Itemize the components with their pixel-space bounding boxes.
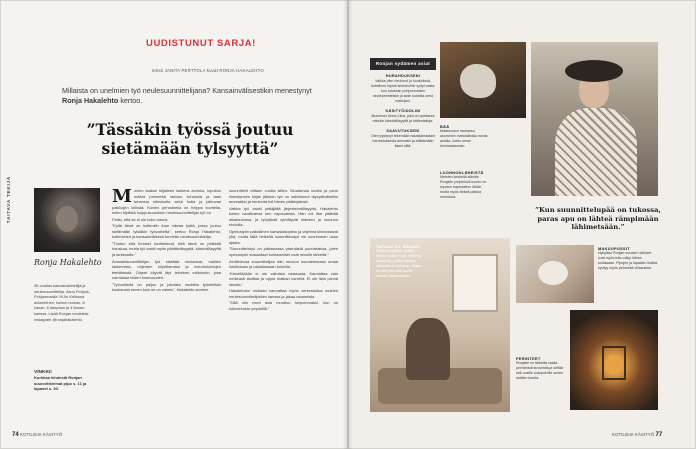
- portrait-face: [56, 206, 78, 232]
- lede-text: Millaista on unelmien työ neulesuunnittelijana? Kansainvälisestikin menestynyt: [62, 86, 312, 95]
- drop-cap: M: [112, 188, 132, 207]
- yarn-shape: [538, 261, 568, 285]
- caption-text: Omien projektien lisäksi neulon paljon myös ohjelmia tilaustöitä, joiden kanssa aikataulu on tiukempi. Silloin on tärkeää pitää huolta omasta jaksamisesta.: [376, 249, 422, 278]
- caption-heading: TAPAUS VS. RAAMIT: [376, 244, 421, 249]
- body-paragraph: Opetustyön paikallinen kansalaisopisto ja ohjelma kiinnostavat yhä, mutta tällä hetkellä suunnittelutyö vie suurimman osan ajasta.: [229, 228, 338, 245]
- sidebar-item: [370, 129, 436, 149]
- caption-traditions: [516, 356, 566, 381]
- sidebar-title: Ronjan sydämen asiat: [370, 58, 436, 70]
- sidebar-item-heading: HURAHDUKSENI: [385, 73, 421, 78]
- article-body: [112, 188, 338, 408]
- body-paragraph: ”Suunnittelutyö on pääasiassa yksinäistä puuhastelua, joten opetustyön sosiaaliset kohtaamiset ovat minulle tärkeitä.”: [229, 246, 338, 258]
- magazine-name: KOTILIESI KÄSITYÖ: [19, 432, 63, 437]
- body-paragraph: Aloittelevaa suunnittelijaa hän neuvoo kuuntelemaan omaa intuitiotaan ja uskaltamaan kokeilla.: [229, 258, 338, 270]
- article-headline: ”Tässäkin työssä joutuu sietämään tylsyyttä”: [86, 120, 294, 158]
- designer-outdoor-photo: [531, 42, 658, 196]
- article-lede: [62, 86, 312, 106]
- tip-body: Kurkkaa lehdestä Ronjan suunnittelemat pipo s. 11 ja lapaset s. 30.: [34, 375, 87, 392]
- sidebar-item-text: Vaikka olen neulonut jo kouluiässä, todellinen kipinä silmukoihin syttyi vasta, kun tutustuin pohjoismaisiin neuleperinteisiin ja aloin kokeilla omia mallejani.: [370, 78, 436, 103]
- page-folio-right: [612, 432, 662, 438]
- lantern-frame: [602, 346, 626, 380]
- body-paragraph: ”Sillä niin moni asia muuttuu helpommaksi, kun on tukiverkosto ympärillä.”: [229, 300, 338, 311]
- page-number: 74: [12, 432, 19, 438]
- magazine-name: KOTILIESI KÄSITYÖ: [612, 432, 655, 437]
- caption-text: Nykyään Ronjan suloiset nököset ovat myös tuttu näky hänen kodissaan. Pipojen ja lapasten lisäksi syntyy myös pehmeitä villasukkia.: [598, 251, 658, 270]
- tip-box: [34, 370, 94, 392]
- series-kicker: UUDISTUNUT SARJA!: [146, 38, 256, 49]
- body-column-1: [112, 188, 221, 408]
- article-credits: teksti JANITA PERTTOLA kuvat RONJA HAKALEHTO: [152, 68, 264, 73]
- body-paragraph: ”Kyllä tämä on kuitenkin ihan oikeaa työtä, jossa joutuu sietämään tylsiäkin työvaiheita”, kertoo Ronja Hakalehto, kotimainen ja kansainvälisesti tunnettu neulesuunnittelija.: [112, 223, 221, 240]
- section-label: TAITAVA TEKIJÄ: [6, 176, 11, 224]
- body-paragraph: suunnittelit viittaen vuotta sitten. Muutamaa vuotta ja parin ilmestyneen kirjan jälkeen työ on vakiintunut täyspäiväiseksi ammatiksi ja neulonta tuli hänen pääleipänsä.: [229, 188, 338, 205]
- designer-portrait: [34, 188, 100, 252]
- caption-sleeping-bags: [598, 246, 658, 271]
- caption-nature: [440, 170, 488, 200]
- sidebar-item-text: Mummoni Anna-Liisa, joka on opettanut minulle kärsivällisyyttä ja kädentaitoja.: [371, 113, 435, 123]
- caption-text: Metsien keskellä eläväle Ronjalle ympäröivä luonto on loputon inspiraation lähde, mutta myös tärkeä paikka rentoutua.: [440, 175, 487, 199]
- page-folio-left: [12, 432, 62, 438]
- window-shape: [452, 254, 498, 312]
- body-paragraph: Paitsi, että se ei ole koko totuus.: [112, 216, 169, 222]
- caption-room: [376, 244, 424, 279]
- sidebar-item: [370, 74, 436, 104]
- knitting-hands-photo: [516, 245, 594, 303]
- caption-heading: BÄÄ: [440, 124, 450, 129]
- sidebar-item-heading: KÄSITYÖIDOLINI: [385, 108, 421, 113]
- sheep-shape: [460, 64, 496, 98]
- body-paragraph: ”Kenelläkään ei ole valmista vastausta. Kannattaa vain rohkeasti aloittaa ja oppia matkan varrella. Ei ole liian pieniä ideoita.”: [229, 270, 338, 287]
- lede-end: kertoo.: [118, 96, 143, 105]
- body-paragraph: Vaikka työ vaatii yrittäjältä järjestelmällisyyttä, Hakalehto kokee nauttivansa sen vapaudesta. Hän voi itse päättää aikataulunsa, ja työpäivät rytmittyvät eläinten ja luonnon ehdoilla.: [229, 205, 338, 228]
- pull-quote: ”Kun suunnittelupää on tukossa, paras apu on lähteä rämpimään lähimetsään.”: [535, 206, 661, 232]
- spread-gutter: [343, 0, 353, 449]
- body-paragraph: Hakalehdon mukaan kannattaa myös verkostoitua muiden neulesuunnittelijoiden kanssa ja jakaa osaamista.: [229, 288, 338, 299]
- lantern-photo: [570, 310, 658, 410]
- sidebar-item: [370, 109, 436, 124]
- designer-signature: Ronja Hakalehto: [34, 258, 102, 267]
- sidebar-item-text: Olen pystynyt tekemään rakastamastani harrastuksesta ammatin ja elättämään itseni sillä.: [371, 133, 435, 148]
- lede-name: Ronja Hakalehto: [62, 96, 119, 105]
- sidebar-box: [370, 58, 436, 154]
- person-shape: [406, 318, 450, 380]
- body-paragraph: ”Tuntuu että ihmiset kuvittelevat, että tämä on pelkkää hauskaa, mutta työ vaatii myös päättäväisyyttä, kärsivällisyyttä ja tarkkuutta.”: [112, 240, 221, 258]
- caption-heading: LUONNONLÄHEISTÄ: [440, 170, 484, 175]
- body-paragraph: ”Työvaiheita on paljon ja jokaista neuletta työstetään kuukausia ennen kuin se on valmis”, Hakalehto arvelee.: [112, 281, 221, 293]
- caption-heading: MAKUUPUSSIT: [598, 246, 630, 251]
- caption-text: Ronjalle on tärkeää vaalia perinteistä kuviointia ja siirtää sitä uusille sukupolville omien mallien kautta.: [516, 361, 564, 380]
- body-column-2: [229, 188, 338, 408]
- body-paragraph: Monien taakse hiljalleen laskeva aurinko, lopuiton määrä pehmeää lankaa, tuhansia ja taas tuhansia silmukoita sekä kotia ja jatkuvaa paikkojen kiilinää. Kuvien perusteella on helppo kuvitella, miten idyllistä huippusuosituun neulesuunnittelijan työ on.: [112, 188, 221, 216]
- designer-bio: 30-vuotias kasvatustieteilijä ja neulesuunnittelija. Asuu Pohjois-Pohjanmaalla Yli-Iin Kellossa aviomiehen, kolmen koiran, 8 kanan, 6 lampaan ja 4 kissan kanssa. Lisää Ronjan neuleista: Instagram @ronjahakalehto.: [34, 283, 91, 322]
- body-paragraph: Ammattisuunnittelijan työ sisältää neulontaa, mallien laskemista, ohjeiden kirjoittamista ja koeneulontojen teettämistä. Ohjeet käyvät läpi teknisen editoinnin, joka varmistaa niiden toimivuuden.: [112, 258, 221, 281]
- page-number: 77: [655, 432, 663, 438]
- sheep-photo: [440, 42, 526, 118]
- tip-title: VINKKI!: [34, 370, 52, 375]
- caption-sheep: [440, 124, 488, 149]
- caption-text: Maaseudun rauhassa asuminen mahdollistaa monia asioita, kuten oman lammaslauman.: [440, 129, 488, 148]
- hat-shape: [565, 60, 623, 82]
- caption-heading: PERINTEET: [516, 356, 541, 361]
- sidebar-item-heading: SAAVUTUKSENI: [386, 128, 420, 133]
- sweater-shape: [555, 108, 637, 196]
